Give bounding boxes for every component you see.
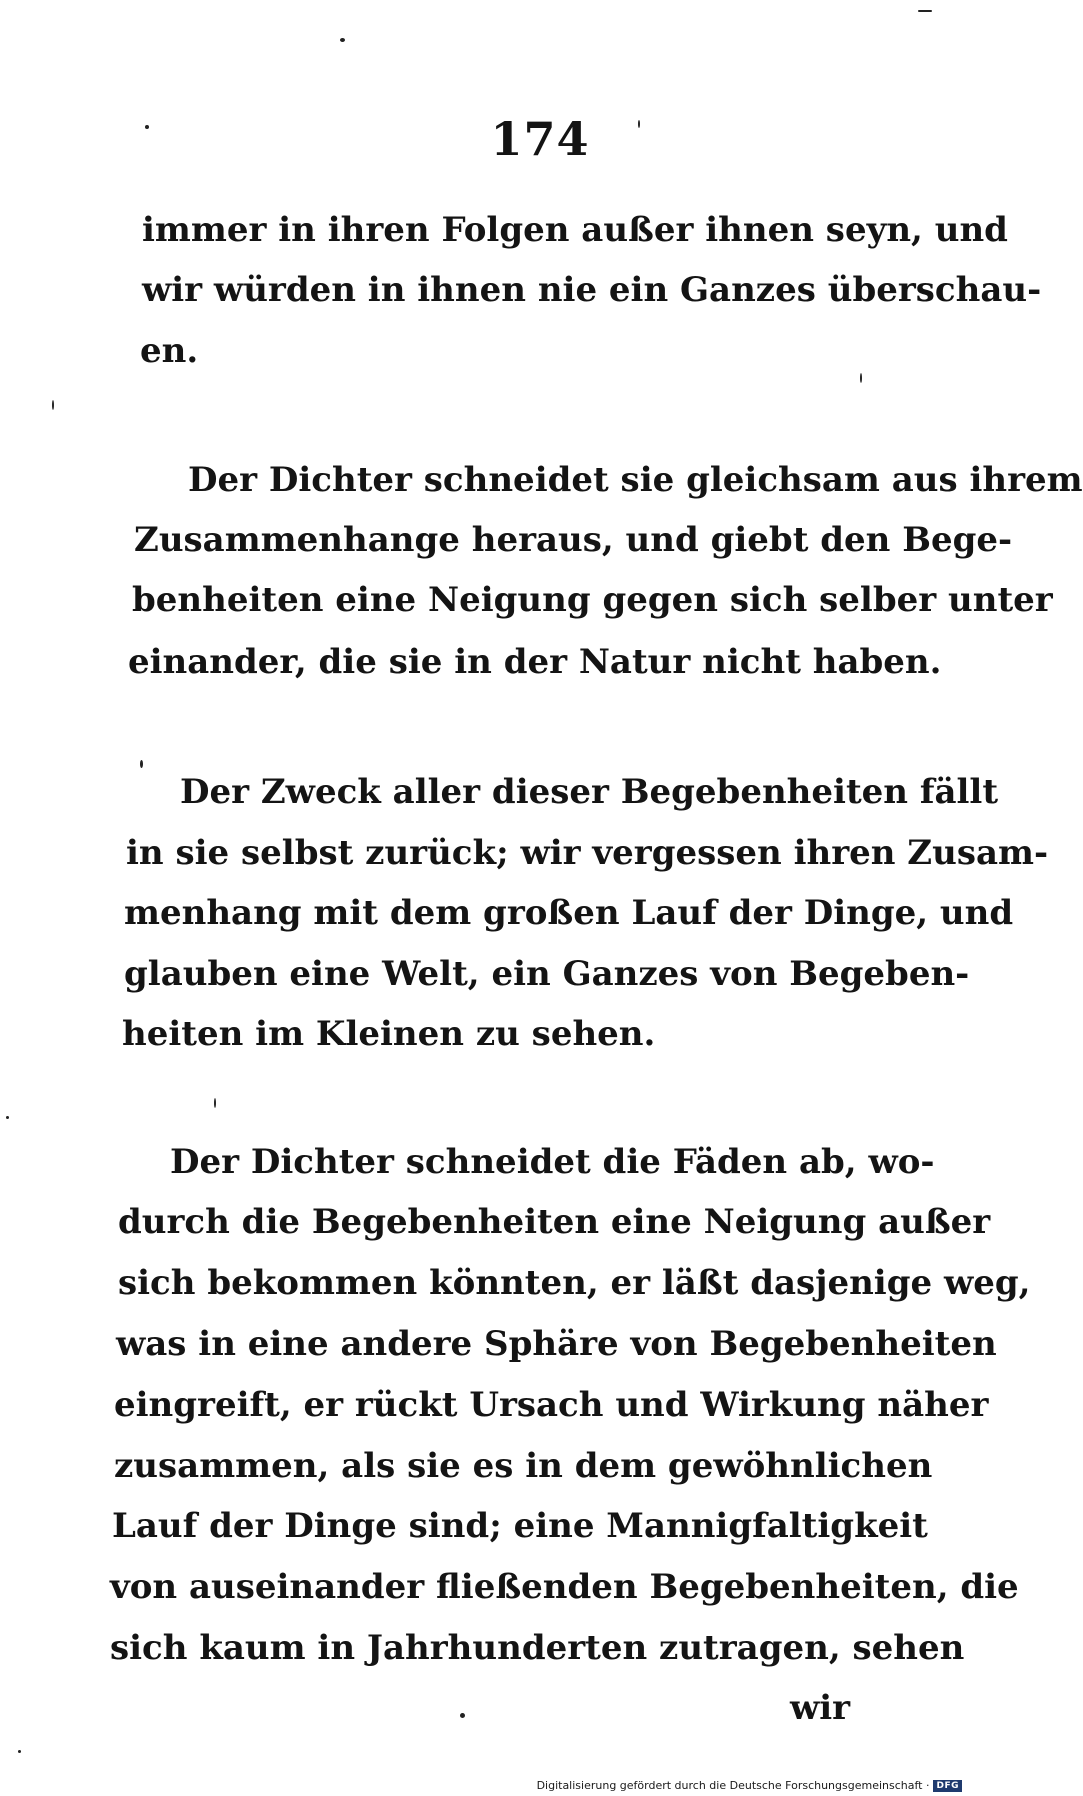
text-line: sich bekommen könnten, er läßt dasjenige weg, [118,1263,1031,1303]
scan-speck [6,1116,9,1119]
text-line: Lauf der Dinge sind; eine Mannigfaltigkeit [112,1506,928,1546]
scan-speck [140,760,143,768]
scan-speck [214,1098,216,1108]
text-line: immer in ihren Folgen außer ihnen seyn, und [142,210,1008,250]
text-line: eingreift, er rückt Ursach und Wirkung näher [114,1385,989,1425]
text-line: benheiten eine Neigung gegen sich selber unter [132,580,1053,620]
text-line: zusammen, als sie es in dem gewöhnlichen [114,1446,933,1486]
text-line: Der Dichter schneidet die Fäden ab, wo- [170,1142,935,1182]
text-line: sich kaum in Jahrhunderten zutragen, sehen [110,1628,965,1668]
scan-speck [145,125,149,129]
text-line: Zusammenhange heraus, und giebt den Bege- [134,520,1013,560]
text-line: menhang mit dem großen Lauf der Dinge, und [124,893,1014,933]
scan-speck [340,38,345,42]
scan-speck [52,400,54,410]
scan-speck [860,373,862,383]
text-line: von auseinander fließenden Begebenheiten, die [110,1567,1019,1607]
scan-speck [460,1713,465,1718]
text-line: glauben eine Welt, ein Ganzes von Begeben- [124,954,970,994]
digitization-credit [537,1779,962,1792]
page-number: 174 [490,112,590,166]
text-line: in sie selbst zurück; wir vergessen ihren Zusam- [126,833,1049,873]
text-line: Der Zweck aller dieser Begebenheiten fällt [180,772,999,812]
catchword: wir [790,1688,851,1728]
dfg-logo: DFG [933,1780,962,1792]
scan-speck [918,10,932,12]
text-line: was in eine andere Sphäre von Begebenheiten [116,1324,997,1364]
scan-speck [638,120,640,128]
scan-speck [18,1750,21,1753]
text-line: durch die Begebenheiten eine Neigung außer [118,1202,991,1242]
text-line: heiten im Kleinen zu sehen. [122,1014,656,1054]
text-line: einander, die sie in der Natur nicht haben. [128,642,942,682]
text-line: Der Dichter schneidet sie gleichsam aus ihrem [188,460,1083,500]
text-line: en. [140,331,199,371]
text-line: wir würden in ihnen nie ein Ganzes überschau- [142,270,1042,310]
credit-text: Digitalisierung gefördert durch die Deutsche Forschungsgemeinschaft · [536,1779,930,1792]
